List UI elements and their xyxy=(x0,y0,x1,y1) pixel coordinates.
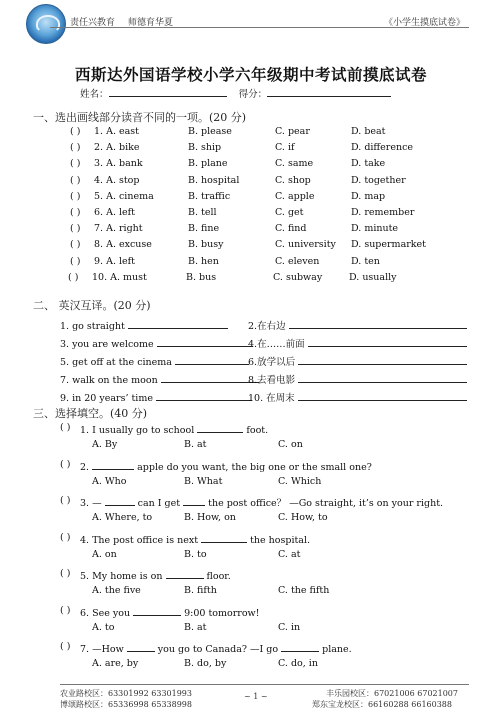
translation-right xyxy=(248,390,467,404)
option-a: 3. A. bank xyxy=(94,158,143,170)
footer-campus-2: 博颂路校区：65336998 65338998 xyxy=(60,700,192,709)
option-a: 6. A. left xyxy=(94,207,135,218)
option-b: B. at xyxy=(184,439,207,450)
answer-blank[interactable] xyxy=(308,336,467,347)
footer-divider xyxy=(60,684,469,685)
school-logo-icon xyxy=(26,4,66,44)
option-b: B. busy xyxy=(188,239,224,251)
answer-bracket[interactable]: ( ) xyxy=(70,239,81,251)
answer-blank[interactable] xyxy=(128,318,228,329)
name-field[interactable] xyxy=(109,86,227,97)
option-a: 2. A. bike xyxy=(94,142,140,154)
answer-bracket[interactable]: ( ) xyxy=(70,158,81,170)
question-part: the hospital. xyxy=(250,534,311,546)
question-part: 5. My home is on xyxy=(80,571,163,582)
footer-campus-4: 郑东宝龙校区：66160288 66160388 xyxy=(312,700,452,709)
question-part: floor. xyxy=(206,571,231,582)
answer-blank[interactable] xyxy=(298,354,467,365)
option-a: 8. A. excuse xyxy=(94,239,152,251)
question-text xyxy=(80,495,443,509)
question-part: 4. The post office is next xyxy=(80,534,199,546)
option-a: A. to xyxy=(92,621,115,633)
translation-right xyxy=(248,318,467,332)
footer-campus-3: 丰乐园校区：67021006 67021007 xyxy=(326,689,458,698)
translation-prompt: 8.去看电影 xyxy=(248,375,296,386)
translation-prompt: 10. 在周末 xyxy=(248,393,295,404)
answer-blank[interactable] xyxy=(161,372,259,383)
translation-prompt: 4.在……前面 xyxy=(248,339,305,350)
question-text xyxy=(80,459,372,473)
option-d: D. together xyxy=(351,174,406,186)
answer-blank[interactable] xyxy=(197,422,243,433)
translation-right xyxy=(248,336,467,350)
answer-bracket[interactable]: ( ) xyxy=(70,207,81,218)
answer-bracket[interactable]: ( ) xyxy=(60,641,71,652)
translation-left xyxy=(60,354,249,368)
option-b: B. How, on xyxy=(184,512,236,523)
option-b: B. traffic xyxy=(188,190,231,202)
option-c: C. apple xyxy=(275,190,315,202)
option-c: C. university xyxy=(275,239,336,251)
option-d: D. remember xyxy=(351,207,415,218)
score-label: 得分： xyxy=(238,89,268,100)
option-c: C. subway xyxy=(273,271,323,283)
translation-prompt: 5. get off at the cinema xyxy=(60,357,172,368)
option-b: B. do, by xyxy=(184,658,227,669)
page-header xyxy=(0,0,502,56)
answer-bracket[interactable]: ( ) xyxy=(60,422,71,433)
translation-right xyxy=(248,354,467,368)
section2-heading: 二、 英汉互译。(20 分) xyxy=(33,299,151,312)
option-c: C. eleven xyxy=(275,255,320,267)
option-a: 7. A. right xyxy=(94,223,143,235)
option-b: B. to xyxy=(184,548,207,560)
option-a: A. on xyxy=(92,548,117,560)
question-part: the post office？ —Go straight, it’s on your right. xyxy=(208,498,444,509)
translation-prompt: 6.放学以后 xyxy=(248,357,296,368)
option-c: C. same xyxy=(275,158,314,170)
option-c: C. get xyxy=(275,207,304,218)
option-a: A. By xyxy=(92,439,118,450)
option-b: B. tell xyxy=(188,207,217,218)
answer-blank[interactable] xyxy=(105,495,135,506)
answer-bracket[interactable]: ( ) xyxy=(70,223,81,235)
question-part: you go to Canada? —I go xyxy=(157,644,279,655)
question-part: plane. xyxy=(322,644,352,655)
option-b: B. What xyxy=(184,475,223,487)
answer-bracket[interactable]: ( ) xyxy=(60,458,71,470)
translation-prompt: 1. go straight xyxy=(60,321,125,332)
option-b: B. bus xyxy=(186,271,217,283)
option-a: A. Who xyxy=(92,475,127,487)
question-part: foot. xyxy=(246,425,269,436)
translation-prompt: 2.在右边 xyxy=(248,321,286,332)
answer-blank[interactable] xyxy=(298,390,467,401)
answer-blank[interactable] xyxy=(92,459,134,470)
translation-prompt: 7. walk on the moon xyxy=(60,375,158,386)
translation-prompt: 9. in 20 years’ time xyxy=(60,393,153,404)
option-c: C. pear xyxy=(275,126,310,137)
translation-left xyxy=(60,390,252,404)
translation-left xyxy=(60,318,228,332)
header-divider xyxy=(50,27,469,28)
question-text xyxy=(80,605,260,619)
option-a: A. are, by xyxy=(92,658,139,669)
answer-blank[interactable] xyxy=(298,372,467,383)
answer-blank[interactable] xyxy=(289,318,467,329)
answer-blank[interactable] xyxy=(157,336,253,347)
option-b: B. hen xyxy=(188,255,219,267)
answer-bracket[interactable]: ( ) xyxy=(60,604,71,616)
question-part: can I get xyxy=(137,498,181,509)
footer-campus-1: 农业路校区：63301992 63301993 xyxy=(60,689,192,698)
option-a: A. the five xyxy=(92,585,141,596)
question-text xyxy=(80,532,310,546)
translation-prompt: 3. you are welcome xyxy=(60,339,154,350)
option-c: C. on xyxy=(278,439,303,450)
option-d: D. usually xyxy=(349,271,397,283)
option-a: 9. A. left xyxy=(94,255,135,267)
answer-bracket[interactable]: ( ) xyxy=(60,531,71,543)
answer-blank[interactable] xyxy=(156,390,252,401)
student-info xyxy=(80,86,391,100)
answer-blank[interactable] xyxy=(175,354,249,365)
header-right-label: 《小学生摸底试卷》 xyxy=(384,18,466,28)
question-text xyxy=(80,422,268,436)
answer-blank[interactable] xyxy=(183,495,205,506)
option-c: C. do, in xyxy=(278,658,318,669)
answer-blank[interactable] xyxy=(166,568,204,579)
option-d: D. take xyxy=(351,158,386,170)
option-b: B. at xyxy=(184,621,207,633)
answer-bracket[interactable]: ( ) xyxy=(60,568,71,579)
option-a: A. Where, to xyxy=(92,512,153,523)
section1-heading: 一、选出画线部分读音不同的一项。(20 分) xyxy=(33,111,247,124)
answer-bracket[interactable]: ( ) xyxy=(70,174,81,186)
translation-right xyxy=(248,372,467,386)
translation-left xyxy=(60,372,259,386)
answer-bracket[interactable]: ( ) xyxy=(60,495,71,506)
page-number: ~ 1 ~ xyxy=(244,692,268,701)
option-d: D. map xyxy=(351,190,386,202)
option-d: D. beat xyxy=(351,126,386,137)
option-c: C. How, to xyxy=(278,512,328,523)
question-part: 7. —How xyxy=(80,644,124,655)
option-d: D. ten xyxy=(351,255,380,267)
header-motto-2: 师德育华夏 xyxy=(128,18,174,28)
option-a: 10. A. must xyxy=(92,271,147,283)
option-b: B. hospital xyxy=(188,174,240,186)
answer-blank[interactable] xyxy=(133,605,181,616)
question-part: 6. See you xyxy=(80,607,131,619)
question-part: 2. xyxy=(80,461,90,473)
option-c: C. shop xyxy=(275,174,311,186)
answer-blank[interactable] xyxy=(201,532,247,543)
option-b: B. plane xyxy=(188,158,228,170)
option-d: D. minute xyxy=(351,223,399,235)
option-c: C. Which xyxy=(278,475,322,487)
section3-heading: 三、选择填空。(40 分) xyxy=(33,407,148,420)
score-field[interactable] xyxy=(267,86,391,97)
option-a: 1. A. east xyxy=(94,126,139,137)
question-text xyxy=(80,641,352,655)
answer-bracket[interactable]: ( ) xyxy=(70,190,81,202)
option-b: B. ship xyxy=(188,142,222,154)
answer-bracket[interactable]: ( ) xyxy=(70,126,81,137)
question-text xyxy=(80,568,231,582)
option-a: 4. A. stop xyxy=(94,174,140,186)
question-part: 9:00 tomorrow! xyxy=(184,607,260,619)
answer-bracket[interactable]: ( ) xyxy=(70,142,81,154)
answer-blank[interactable] xyxy=(281,641,319,652)
question-part: 3. — xyxy=(80,498,102,509)
option-b: B. please xyxy=(188,126,232,137)
option-a: 5. A. cinema xyxy=(94,190,154,202)
name-label: 姓名： xyxy=(80,89,109,100)
option-d: D. supermarket xyxy=(351,239,426,251)
option-d: D. difference xyxy=(351,142,414,154)
answer-bracket[interactable]: ( ) xyxy=(70,255,81,267)
answer-blank[interactable] xyxy=(127,641,155,652)
option-c: C. if xyxy=(275,142,295,154)
option-b: B. fine xyxy=(188,223,220,235)
question-part: apple do you want, the big one or the small one? xyxy=(137,461,372,473)
option-c: C. at xyxy=(278,548,301,560)
option-c: C. the fifth xyxy=(278,585,330,596)
option-c: C. in xyxy=(278,621,301,633)
option-c: C. find xyxy=(275,223,307,235)
answer-bracket[interactable]: ( ) xyxy=(68,271,79,283)
page-title: 西斯达外国语学校小学六年级期中考试前摸底试卷 xyxy=(74,65,427,84)
option-b: B. fifth xyxy=(184,585,217,596)
translation-left xyxy=(60,336,253,350)
header-motto-1: 责任兴教育 xyxy=(70,18,116,28)
question-part: 1. I usually go to school xyxy=(80,425,195,436)
